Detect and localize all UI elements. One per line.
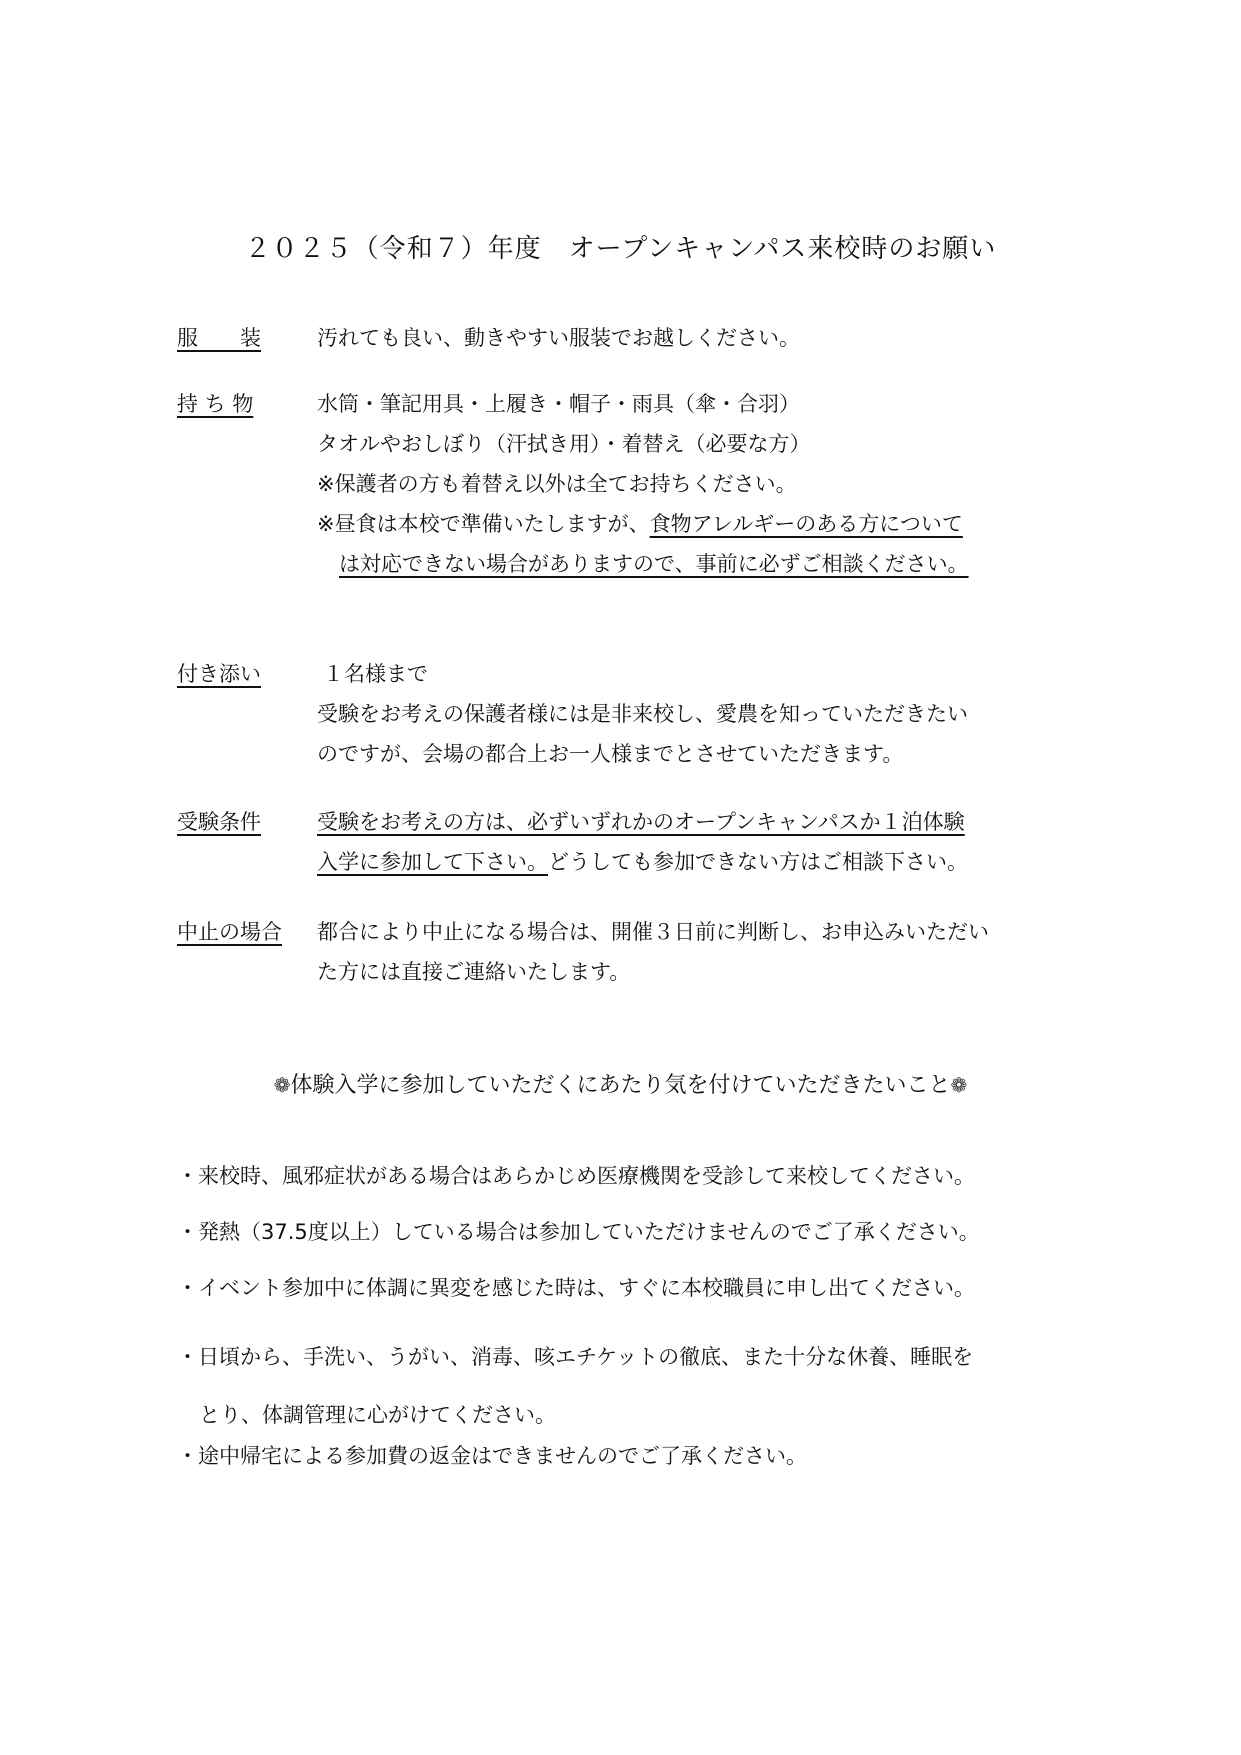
flower-icon: ❁: [273, 1073, 291, 1097]
list-item: [177, 1160, 975, 1190]
list-item-text: 日頃から、手洗い、うがい、消毒、咳エチケットの徹底、また十分な休養、睡眠を: [198, 1345, 974, 1369]
flower-icon: ❁: [950, 1073, 968, 1097]
belongings-line-3: ※保護者の方も着替え以外は全てお持ちください。: [317, 472, 797, 496]
belongings-line-5: [317, 544, 1077, 584]
exam-consult-note: どうしても参加できない方はご相談下さい。: [548, 850, 968, 874]
list-item-text: 途中帰宅による参加費の返金はできませんのでご了承ください。: [198, 1444, 807, 1468]
list-item-text: 発熱（37.5度以上）している場合は参加していただけませんのでご了承ください。: [198, 1220, 980, 1244]
list-item: [177, 1272, 975, 1302]
exam-line-2: [317, 842, 1077, 882]
list-item-text: イベント参加中に体調に異変を感じた時は、すぐに本校職員に申し出てください。: [198, 1276, 975, 1300]
section-label: 中止の場合: [177, 920, 282, 944]
list-item-text-cont: とり、体調管理に心がけてください。: [199, 1403, 556, 1427]
section-label: 受験条件: [177, 810, 261, 834]
exam-requirement: 受験をお考えの方は、必ずいずれかのオープンキャンパスか１泊体験: [317, 810, 965, 834]
bullet-icon: ・: [177, 1444, 198, 1468]
companion-line-3: のですが、会場の都合上お一人様までとさせていただきます。: [317, 742, 904, 766]
list-item: [177, 1440, 807, 1470]
lunch-note: ※昼食は本校で準備いたしますが、: [317, 512, 650, 536]
section-label: 服 装: [177, 326, 261, 350]
bullet-icon: ・: [177, 1220, 198, 1244]
notice-title-text: 体験入学に参加していただくにあたり気を付けていただきたいこと: [290, 1073, 951, 1098]
cancellation-line-1: 都合により中止になる場合は、開催３日前に判断し、お申込みいただい: [317, 920, 989, 944]
belongings-line-1: 水筒・筆記用具・上履き・帽子・雨具（傘・合羽）: [317, 392, 800, 416]
companion-line-2: 受験をお考えの保護者様には是非来校し、愛農を知っていただきたい: [317, 702, 968, 726]
notice-title: [0, 1068, 1241, 1099]
list-item: [177, 1216, 980, 1246]
companion-line-1: １名様まで: [323, 662, 428, 686]
belongings-line-2: タオルやおしぼり（汗拭き用）・着替え（必要な方）: [317, 432, 811, 456]
allergy-note: 食物アレルギーのある方について: [649, 512, 963, 536]
bullet-icon: ・: [177, 1345, 198, 1369]
exam-line-1: [317, 802, 1077, 842]
belongings-line-4: [317, 504, 1077, 544]
section-text: 汚れても良い、動きやすい服装でお越しください。: [317, 326, 800, 350]
list-item: [177, 1328, 973, 1444]
allergy-note-cont: は対応できない場合がありますので、事前に必ずご相談ください。: [339, 552, 969, 576]
list-item-text: 来校時、風邪症状がある場合はあらかじめ医療機関を受診して来校してください。: [198, 1164, 975, 1188]
bullet-icon: ・: [177, 1276, 198, 1300]
bullet-icon: ・: [177, 1164, 198, 1188]
cancellation-line-2: た方には直接ご連絡いたします。: [317, 960, 631, 984]
section-label: 付き添い: [177, 662, 261, 686]
section-label: 持 ち 物: [177, 392, 254, 416]
exam-requirement-cont: 入学に参加して下さい。: [317, 850, 548, 874]
page-title: ２０２５（令和７）年度 オープンキャンパス来校時のお願い: [244, 234, 997, 264]
